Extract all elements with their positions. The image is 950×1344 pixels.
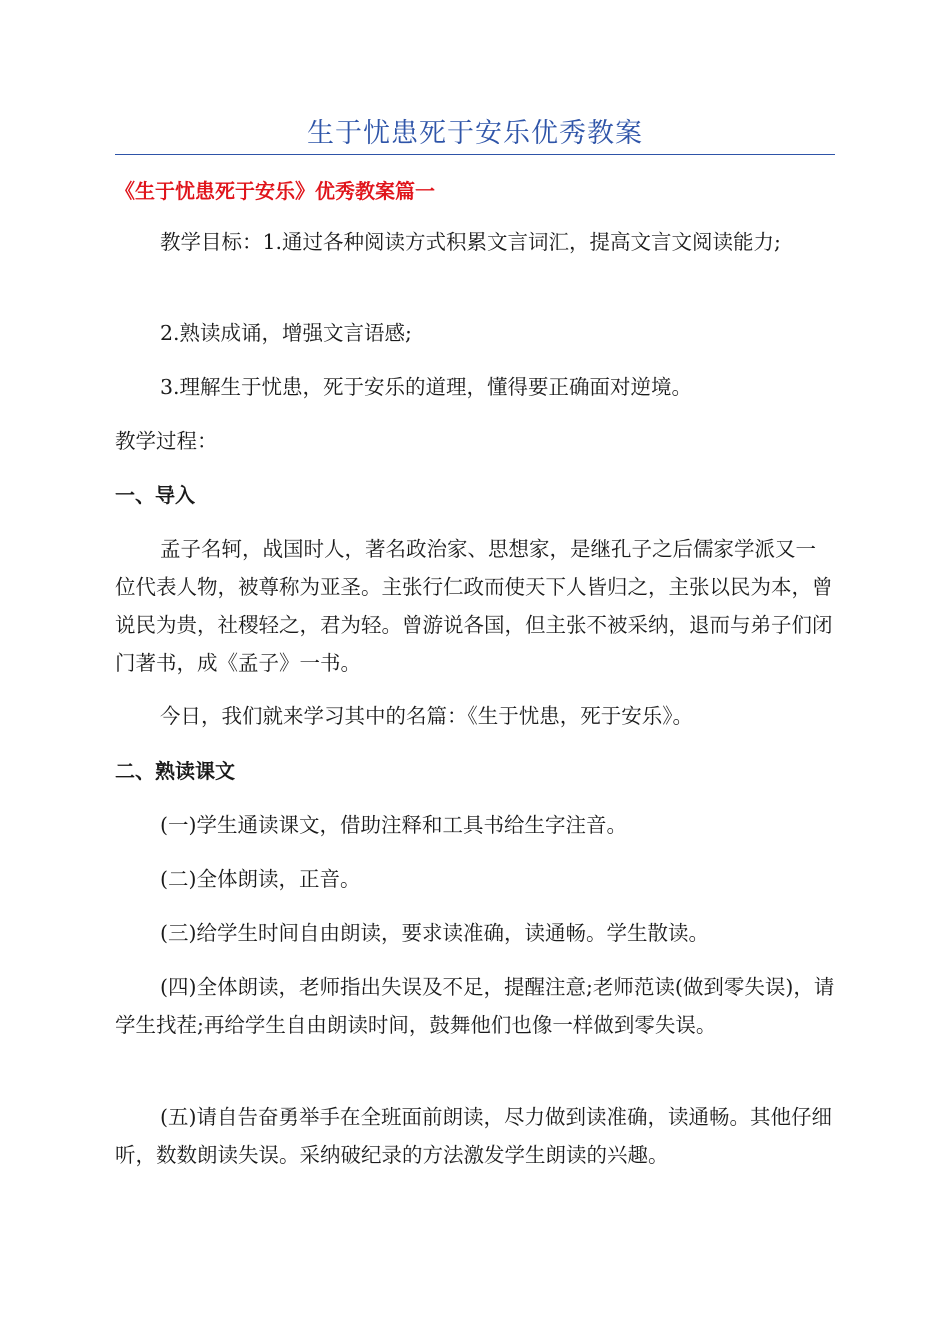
part2-step-5: (五)请自告奋勇举手在全班面前朗读，尽力做到读准确，读通畅。其他仔细听，数数朗读失误。采纳破纪录的方法激发学生朗读的兴趣。 (115, 1105, 832, 1167)
part2-step-1: (一)学生通读课文，借助注释和工具书给生字注音。 (160, 813, 627, 837)
objective-3: 3.理解生于忧患，死于安乐的道理，懂得要正确面对逆境。 (160, 375, 693, 399)
part2-step-4: (四)全体朗读，老师指出失误及不足，提醒注意;老师范读(做到零失误)，请学生找茬;再给学生自由朗读时间，鼓舞他们也像一样做到零失误。 (115, 975, 835, 1037)
part1-heading: 一、导入 (115, 483, 195, 507)
part2-step-3: (三)给学生时间自由朗读，要求读准确，读通畅。学生散读。 (160, 921, 709, 945)
title-underline (115, 154, 835, 155)
part2-heading: 二、熟读课文 (115, 759, 235, 783)
objective-1: 教学目标：1.通过各种阅读方式积累文言词汇，提高文言文阅读能力; (160, 230, 781, 254)
document-title: 生于忧患死于安乐优秀教案 (307, 118, 643, 149)
section-heading: 《生于忧患死于安乐》优秀教案篇一 (115, 179, 435, 203)
process-label: 教学过程： (115, 429, 218, 453)
part1-paragraph-today: 今日，我们就来学习其中的名篇：《生于忧患，死于安乐》。 (160, 704, 693, 728)
part1-paragraph-intro: 孟子名轲，战国时人，著名政治家、思想家，是继孔子之后儒家学派又一位代表人物，被尊称为亚圣。主张行仁政而使天下人皆归之，主张以民为本，曾说民为贵，社稷轻之，君为轻。曾游说各国，但主张不被采纳，退而与弟子们闭门著书，成《孟子》一书。 (115, 537, 833, 675)
objective-2: 2.熟读成诵，增强文言语感; (160, 321, 412, 345)
part2-step-2: (二)全体朗读，正音。 (160, 867, 361, 891)
